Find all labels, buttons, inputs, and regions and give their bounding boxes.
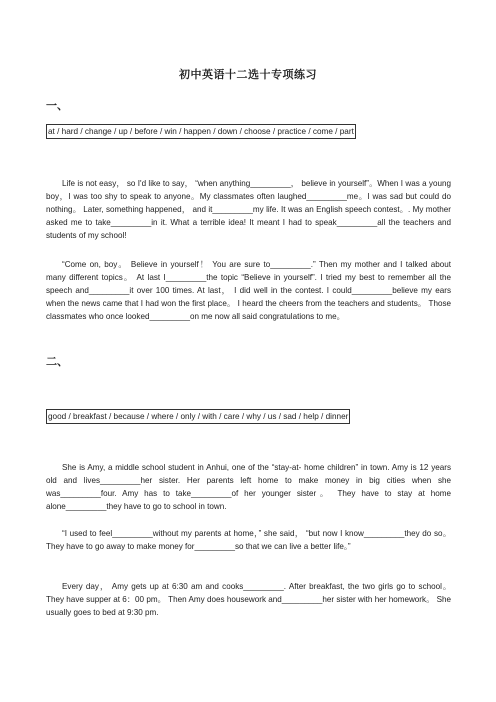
section-1-paragraph-1: Life is not easy， so I'd like to say， “when anything_________， believe in yourself”。When I was a young boy，I was too shy to speak to anyone。My classmates often laughed_________me。I was sad but could do nothing。 Later, something happened， and it_________my life. It was an English speech contest。. My mother asked me to take_________in it. What a terrible idea! It meant I had to speak_________all the teachers and students of my school! [46, 179, 451, 240]
section-2-paragraph-1: She is Amy, a middle school student in Anhui, one of the “stay-at- home children” in town. Amy is 12 years old and lives_________her sister. Her parents left home to make money in big cities when she was_________four. Amy has to take_________of her younger sister。 They have to stay at home alone_________they have to go to school in town. [46, 463, 451, 511]
section-2-paragraph-2: “I used to feel_________without my parents at home，” she said， “but now I know_________they do so。 They have to go away to make money for_________so that we can live a better life。” [46, 529, 451, 551]
section-2-heading: 二、 [46, 356, 68, 368]
section-2-word-bank: good / breakfast / because / where / only / with / care / why / us / sad / help / dinner [46, 409, 350, 424]
section-1-word-bank: at / hard / change / up / before / win / happen / down / choose / practice / come / part [46, 124, 356, 139]
section-2-paragraph-3: Every day， Amy gets up at 6:30 am and cooks_________. After breakfast, the two girls go to school。 They have supper at 6：00 pm。 Then Amy does housework and_________her sister with her homework。 She usually goes to bed at 9:30 pm. [46, 582, 451, 617]
page-title: 初中英语十二选十专项练习 [179, 69, 317, 81]
section-1-paragraph-2: “Come on, boy。 Believe in yourself！ You are sure to_________.” Then my mother and I talked about many different topics。 At last I_________the topic “Believe in yourself”. I tried my best to remember all the speech and_________it over 100 times. At last， I did well in the contest. I could_________believe my ears when the news came that I had won the first place。 I heard the cheers from the teachers and students。 Those classmates who once looked_________on me now all said congratulations to me。 [46, 260, 451, 321]
section-1-heading: 一、 [46, 100, 68, 112]
